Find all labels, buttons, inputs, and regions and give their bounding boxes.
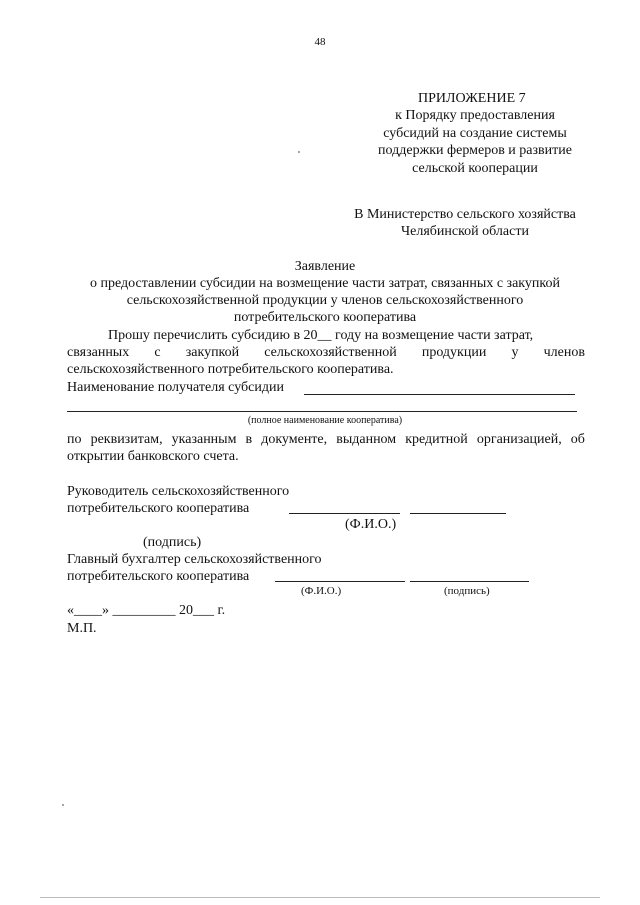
statement-title: Заявление [294, 259, 356, 274]
appendix-line-2: субсидий на создание системы [383, 126, 567, 141]
recipient-name-field[interactable] [304, 394, 575, 395]
accountant-title-line-2: потребительского кооператива [67, 569, 250, 584]
body-line-2 [67, 345, 585, 361]
appendix-line-4: сельской кооперации [412, 161, 538, 176]
word: членов [543, 345, 585, 360]
accountant-fio-caption: (Ф.И.О.) [301, 585, 342, 597]
recipient-label: Наименование получателя субсидии [67, 380, 284, 395]
accountant-signature-caption: (подпись) [444, 585, 490, 597]
body-line-1: Прошу перечислить субсидию в 20__ году на возмещение части затрат, [108, 328, 534, 343]
word: у [511, 345, 519, 360]
word: кредитной [405, 432, 468, 447]
word: реквизитам, [90, 432, 163, 447]
body-line-3: сельскохозяйственного потребительского кооператива. [67, 362, 394, 377]
details-line-2: открытии банковского счета. [67, 449, 239, 464]
word: связанных [67, 345, 130, 360]
word: указанным [171, 432, 237, 447]
head-title-line-2: потребительского кооператива [67, 501, 250, 516]
statement-subject-line-2: сельскохозяйственной продукции у членов сельскохозяйственного [126, 293, 524, 308]
word: об [570, 432, 585, 447]
appendix-line-3: поддержки фермеров и развитие [378, 143, 572, 158]
word: закупкой [185, 345, 240, 360]
recipient-caption: (полное наименование кооператива) [247, 415, 403, 426]
accountant-title-line-1: Главный бухгалтер сельскохозяйственного [67, 552, 322, 567]
scan-speck [298, 151, 300, 153]
addressee-line-1: В Министерство сельского хозяйства [354, 207, 576, 222]
word: с [154, 345, 161, 360]
details-line-1 [67, 432, 585, 448]
appendix-line-1: к Порядку предоставления [395, 108, 555, 123]
head-title-line-1: Руководитель сельскохозяйственного [67, 484, 290, 499]
scan-speck [62, 804, 64, 806]
head-fio-field[interactable] [289, 513, 400, 514]
accountant-fio-field[interactable] [275, 581, 405, 582]
statement-subject-line-3: потребительского кооператива [233, 310, 417, 325]
addressee-line-2: Челябинской области [401, 224, 529, 239]
head-fio-caption: (Ф.И.О.) [345, 517, 397, 532]
word: сельскохозяйственной [264, 345, 397, 360]
word: выданном [336, 432, 397, 447]
page-bottom-edge [40, 897, 600, 898]
head-signature-field[interactable] [410, 513, 506, 514]
word: организацией, [476, 432, 562, 447]
head-signature-caption: (подпись) [143, 535, 202, 550]
stamp-place: М.П. [67, 621, 97, 636]
appendix-title: ПРИЛОЖЕНИЕ 7 [418, 91, 526, 106]
page-number: 48 [314, 36, 326, 48]
word: документе, [261, 432, 328, 447]
word: в [245, 432, 253, 447]
word: продукции [421, 345, 487, 360]
word: по [67, 432, 82, 447]
date-line[interactable]: «____» _________ 20___ г. [67, 603, 226, 618]
recipient-name-field-continuation[interactable] [67, 411, 577, 412]
accountant-signature-field[interactable] [410, 581, 529, 582]
statement-subject-line-1: о предоставлении субсидии на возмещение части затрат, связанных с закупкой [90, 276, 560, 291]
